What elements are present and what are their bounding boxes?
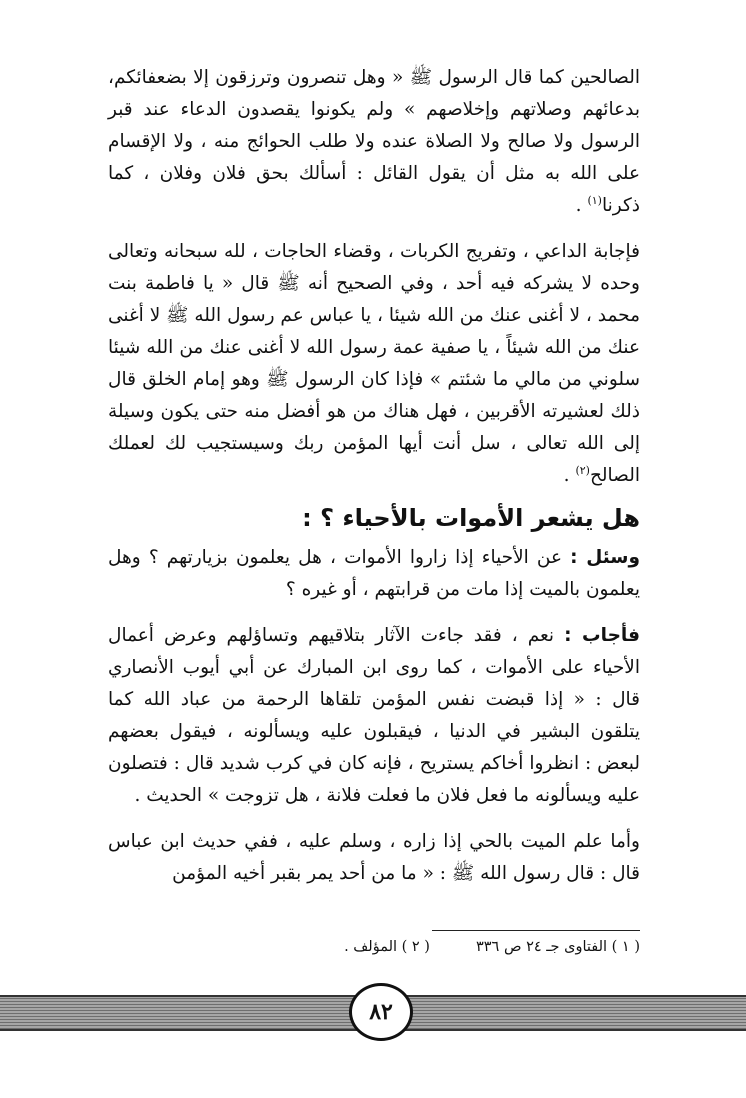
footnote-divider	[432, 930, 640, 931]
footnote-ref-1: (١)	[587, 193, 602, 207]
question-lead: وسئل :	[570, 547, 640, 568]
footnotes	[240, 936, 640, 958]
footnote-ref-2: (٢)	[575, 463, 590, 477]
section-heading: هل يشعر الأموات بالأحياء ؟ :	[302, 504, 640, 532]
question-paragraph: وسئل : عن الأحياء إذا زاروا الأموات ، هل يعلمون بزيارتهم ؟ وهل يعلمون بالميت إذا مات من قرابتهم ، أو غيره ؟	[108, 547, 640, 600]
page-number: ٨٢	[349, 983, 413, 1041]
paragraph-2: فإجابة الداعي ، وتفريج الكربات ، وقضاء الحاجات ، لله سبحانه وتعالى وحده لا يشركه فيه أحد ، وفي الصحيح أنه ﷺ قال « يا فاطمة بنت محمد ، لا أغنى عنك من الله شيئا ، يا عباس عم رسول الله ﷺ لا أغنى عنك من الله شيئاً ، يا صفية عمة رسول الله لا أغنى عنك من الله شيئا سلوني من مالي ما شئتم » فإذا كان الرسول ﷺ وهو إمام الخلق قال ذلك لعشيرته الأقربين ، فهل هناك من هو أفضل منه حتى يكون وسيلة إلى الله تعالى ، سل أنت أيها المؤمن ربك وسيستجيب لك لعملك الصالح$^{(٢)}$ .	[108, 241, 640, 486]
footnote-1: ( ١ ) الفتاوى جـ ٢٤ ص ٣٣٦	[475, 939, 640, 955]
last-paragraph: وأما علم الميت بالحي إذا زاره ، وسلم عليه ، ففي حديث ابن عباس قال : قال رسول الله ﷺ : « ما من أحد يمر بقبر أخيه المؤمن	[108, 831, 640, 884]
paragraph-1: الصالحين كما قال الرسول ﷺ « وهل تنصرون وترزقون إلا بضعفائكم، بدعائهم وصلاتهم وإخلاصهم » ولم يكونوا يقصدون الدعاء عند قبر الرسول ولا صالح ولا الصلاة عنده ولا طلب الحوائج منه ، ولا الإقسام على الله به مثل أن يقول القائل : أسألك بحق فلان وفلان ، كما ذكرنا$^{(١)}$ .	[108, 67, 640, 216]
footnote-2: ( ٢ ) المؤلف .	[344, 939, 430, 955]
answer-paragraph: فأجاب : نعم ، فقد جاءت الآثار بتلاقيهم وتساؤلهم وعرض أعمال الأحياء على الأموات ، كما روى ابن المبارك عن أبي أيوب الأنصاري قال : « إذا قبضت نفس المؤمن تلقاها الرحمة من عباد الله كما يتلقون البشير في الدنيا ، فيقبلون عليه ويسألونه ، فيقول بعضهم لبعض : انظروا أخاكم يستريح ، فإنه كان في كرب شديد قال : فتصلون عليه ويسألونه ما فعل فلان ما فعلت فلانة ، هل تزوجت » الحديث .	[108, 625, 640, 806]
answer-lead: فأجاب :	[564, 625, 640, 646]
page-body	[108, 62, 640, 890]
